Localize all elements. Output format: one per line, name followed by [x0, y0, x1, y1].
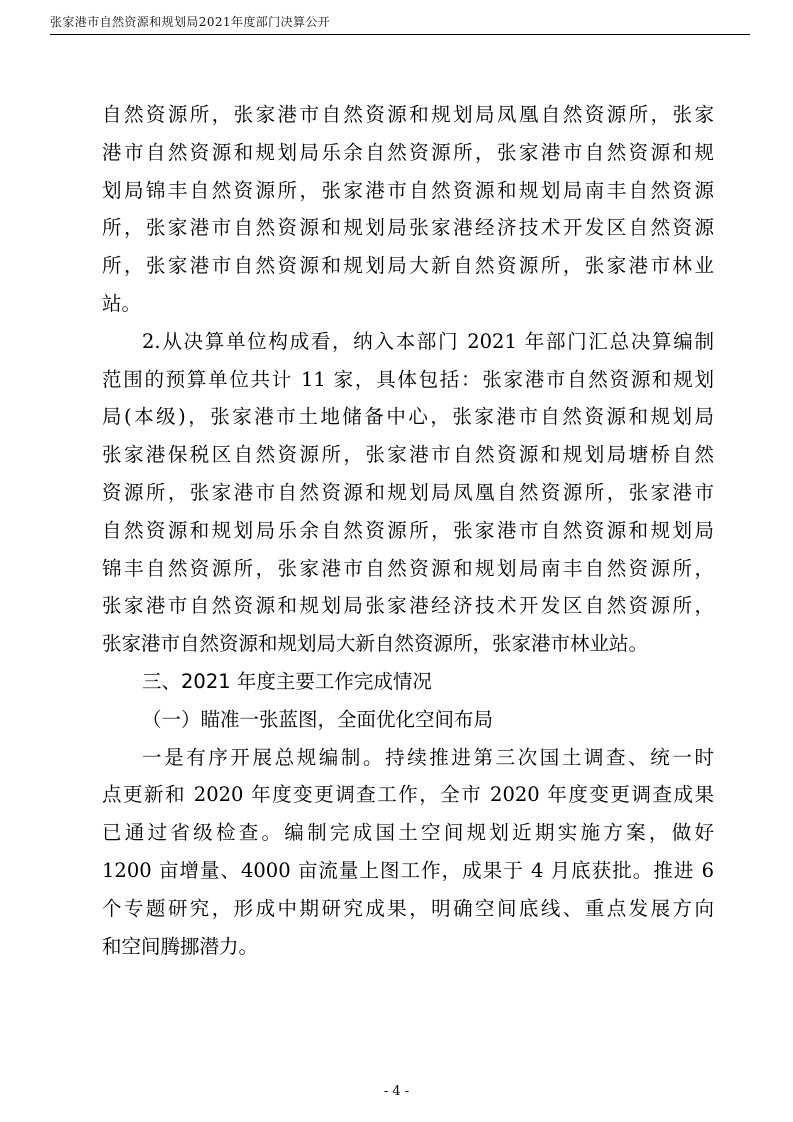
text-line: 已通过省级检查。编制完成国土空间规划近期实施方案，做好	[102, 821, 714, 845]
text-line: 自然资源和规划局乐余自然资源所，张家港市自然资源和规划局	[102, 518, 714, 542]
text-line: 所，张家港市自然资源和规划局大新自然资源所，张家港市林业	[102, 254, 714, 278]
text-line: 站。	[102, 291, 142, 315]
paragraph	[102, 739, 714, 966]
text-line: 张家港市自然资源和规划局张家港经济技术开发区自然资源所，	[102, 594, 714, 618]
text-line: 资源所，张家港市自然资源和规划局凤凰自然资源所，张家港市	[102, 480, 714, 504]
text-line: 张家港市自然资源和规划局大新自然资源所，张家港市林业站。	[102, 632, 649, 656]
text-line: 所，张家港市自然资源和规划局张家港经济技术开发区自然资源	[102, 216, 714, 240]
document-body	[102, 96, 714, 965]
text-line: 和空间腾挪潜力。	[102, 934, 259, 958]
paragraph	[102, 323, 714, 663]
text-line: 港市自然资源和规划局乐余自然资源所，张家港市自然资源和规	[102, 140, 714, 164]
text-line: 锦丰自然资源所，张家港市自然资源和规划局南丰自然资源所，	[102, 556, 714, 580]
text-line: 一是有序开展总规编制。持续推进第三次国土调查、统一时	[142, 745, 714, 769]
header-title: 张家港市自然资源和规划局2021年度部门决算公开	[50, 15, 331, 29]
text-line: 1200 亩增量、4000 亩流量上图工作，成果于 4 月底获批。推进 6	[102, 858, 714, 882]
text-line: 自然资源所，张家港市自然资源和规划局凤凰自然资源所，张家	[102, 103, 714, 126]
text-line: 张家港保税区自然资源所，张家港市自然资源和规划局塘桥自然	[102, 443, 714, 467]
text-line: 点更新和 2020 年度变更调查工作，全市 2020 年度变更调查成果	[102, 783, 714, 807]
subsection-heading: （一）瞄准一张蓝图，全面优化空间布局	[142, 707, 494, 731]
section-heading: 三、2021 年度主要工作完成情况	[142, 669, 432, 693]
text-line: 范围的预算单位共计 11 家，具体包括：张家港市自然资源和规划	[102, 367, 714, 391]
paragraph	[102, 96, 714, 323]
text-line: 个专题研究，形成中期研究成果，明确空间底线、重点发展方向	[102, 896, 714, 920]
page-number: - 4 -	[383, 1084, 410, 1099]
text-line: 2.从决算单位构成看，纳入本部门 2021 年部门汇总决算编制	[142, 329, 714, 353]
text-line: 局(本级)，张家港市土地储备中心，张家港市自然资源和规划局	[102, 405, 714, 429]
text-line: 划局锦丰自然资源所，张家港市自然资源和规划局南丰自然资源	[102, 178, 714, 202]
header-divider	[50, 34, 750, 35]
